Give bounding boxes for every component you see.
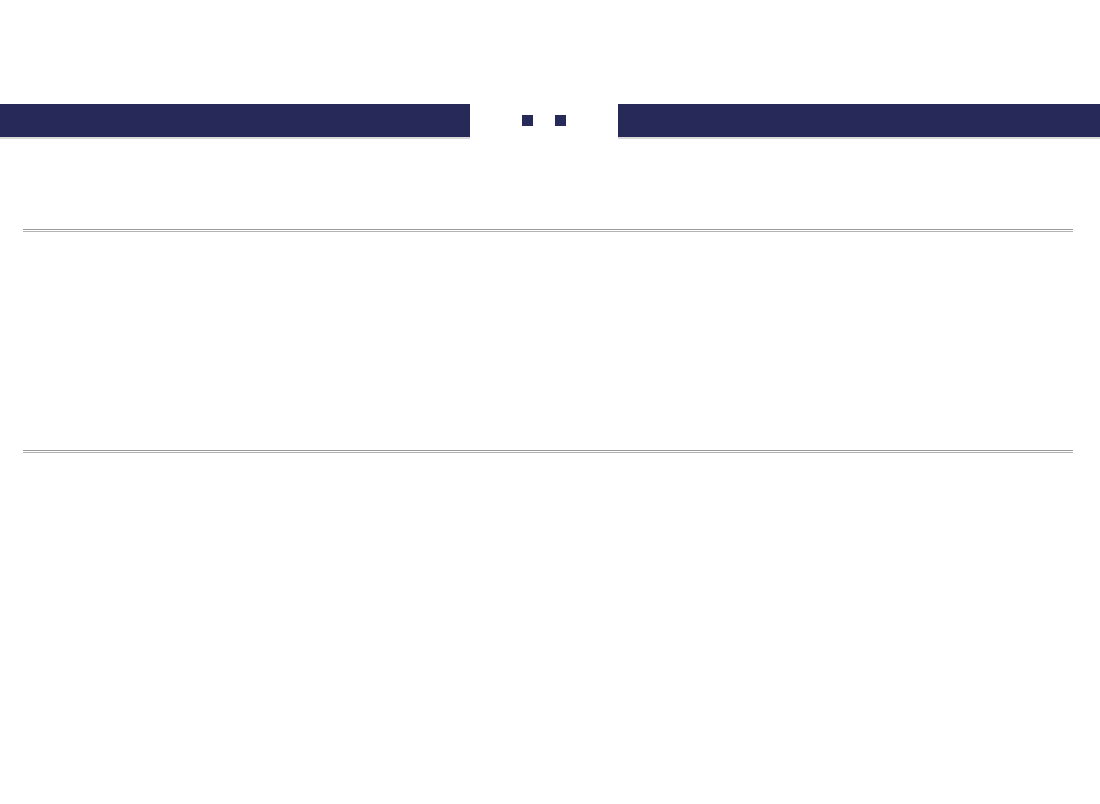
banner-center — [470, 100, 618, 141]
banner-bar — [0, 104, 1100, 137]
size-table-top — [23, 229, 1073, 230]
banner-square-right — [555, 115, 566, 126]
size-table-bottom — [23, 450, 1073, 451]
banner-square-left — [522, 115, 533, 126]
